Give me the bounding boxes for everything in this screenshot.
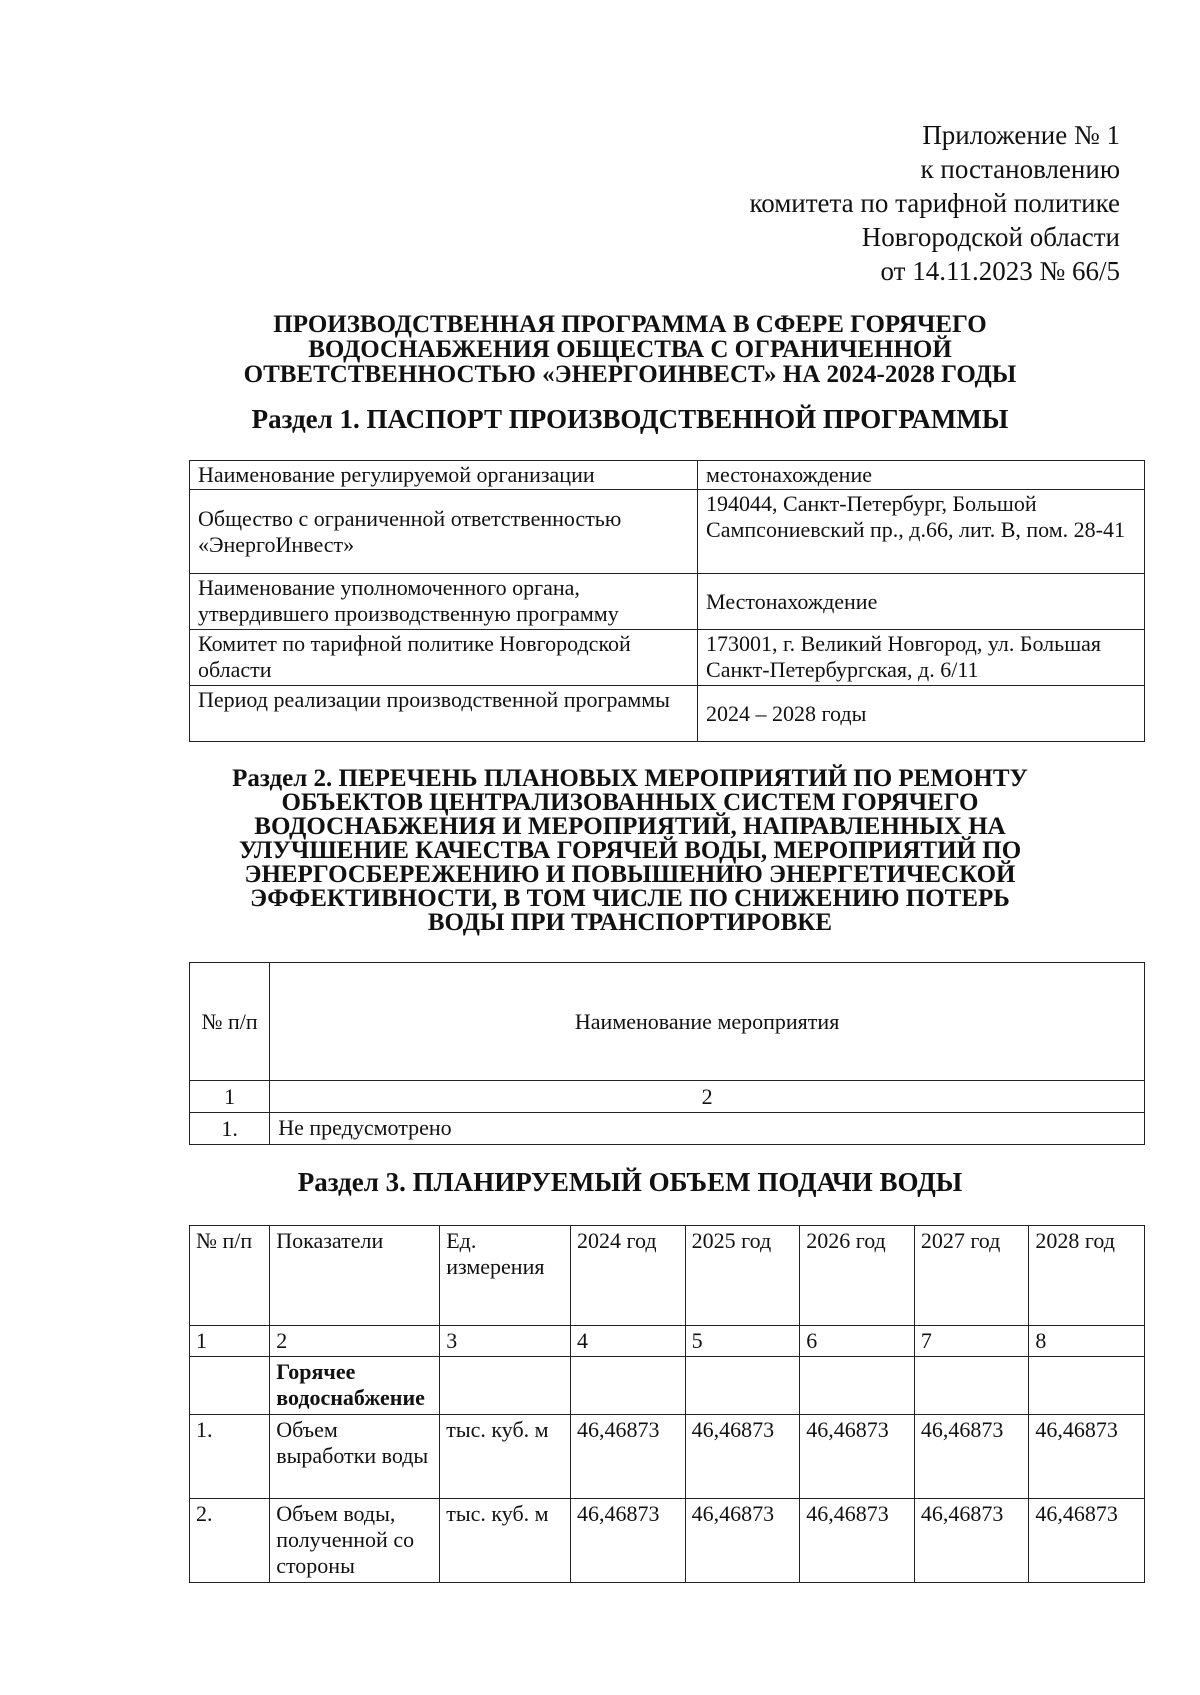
table-row: [190, 1415, 1145, 1499]
heading-line: ЭНЕРГОСБЕРЕЖЕНИЮ И ПОВЫШЕНИЮ ЭНЕРГЕТИЧЕСКОЙ: [244, 861, 1016, 888]
section3-heading: Раздел 3. ПЛАНИРУЕМЫЙ ОБЪЕМ ПОДАЧИ ВОДЫ: [297, 1167, 963, 1197]
index-cell: 1: [190, 1326, 270, 1357]
table-cell: 2024 – 2028 годы: [698, 686, 1145, 742]
table-index-row: [190, 1081, 1145, 1113]
column-header: Ед. измерения: [440, 1226, 571, 1326]
index-cell: 6: [800, 1326, 915, 1357]
table-cell: Не предусмотрено: [270, 1113, 1145, 1145]
appendix-line: Новгородской области: [861, 222, 1120, 252]
table-cell: [685, 1357, 800, 1415]
table-cell: Местонахождение: [698, 574, 1145, 630]
value-cell: 46,46873: [685, 1499, 800, 1583]
column-header: 2025 год: [685, 1226, 800, 1326]
title-line: ОТВЕТСТВЕННОСТЬЮ «ЭНЕРГОИНВЕСТ» НА 2024-2028 ГОДЫ: [243, 361, 1017, 388]
index-cell: 5: [685, 1326, 800, 1357]
table-cell: Период реализации производственной программы: [190, 686, 698, 742]
table-cell: [800, 1357, 915, 1415]
column-header: 2024 год: [571, 1226, 686, 1326]
table-row: [190, 1113, 1145, 1145]
appendix-line: к постановлению: [920, 154, 1120, 184]
index-cell: 4: [571, 1326, 686, 1357]
row-indicator: Объем выработки воды: [270, 1415, 440, 1499]
row-unit: тыс. куб. м: [440, 1499, 571, 1583]
column-header: 2028 год: [1029, 1226, 1145, 1326]
title-line: ВОДОСНАБЖЕНИЯ ОБЩЕСТВА С ОГРАНИЧЕННОЙ: [308, 336, 952, 363]
table-cell: 1.: [190, 1113, 270, 1145]
table-row: [190, 686, 1145, 742]
table-header-row: [190, 1226, 1145, 1326]
value-cell: 46,46873: [685, 1415, 800, 1499]
index-cell: 7: [914, 1326, 1029, 1357]
passport-table: [189, 460, 1145, 742]
table-cell: [571, 1357, 686, 1415]
water-volume-table: [189, 1225, 1145, 1583]
index-cell: 8: [1029, 1326, 1145, 1357]
column-header: № п/п: [190, 1226, 270, 1326]
value-cell: 46,46873: [571, 1415, 686, 1499]
table-cell: местонахождение: [698, 461, 1145, 490]
appendix-block: [520, 118, 1120, 288]
table-cell: Наименование регулируемой организации: [190, 461, 698, 490]
table-cell: Общество с ограниченной ответственностью «ЭнергоИнвест»: [190, 490, 698, 574]
heading-line: Раздел 2. ПЕРЕЧЕНЬ ПЛАНОВЫХ МЕРОПРИЯТИЙ ПО РЕМОНТУ: [232, 765, 1028, 792]
title-line: ПРОИЗВОДСТВЕННАЯ ПРОГРАММА В СФЕРЕ ГОРЯЧЕГО: [273, 311, 987, 338]
heading-line: ВОДЫ ПРИ ТРАНСПОРТИРОВКЕ: [427, 909, 833, 936]
table-row: [190, 1499, 1145, 1583]
index-cell: 2: [270, 1081, 1145, 1113]
table-cell: [190, 1357, 270, 1415]
heading-line: ОБЪЕКТОВ ЦЕНТРАЛИЗОВАННЫХ СИСТЕМ ГОРЯЧЕГО: [281, 789, 979, 816]
column-header: 2027 год: [914, 1226, 1029, 1326]
table-group-row: [190, 1357, 1145, 1415]
row-number: 1.: [190, 1415, 270, 1499]
table-index-row: [190, 1326, 1145, 1357]
appendix-line: комитета по тарифной политике: [749, 188, 1120, 218]
value-cell: 46,46873: [914, 1499, 1029, 1583]
value-cell: 46,46873: [914, 1415, 1029, 1499]
heading-line: ЭФФЕКТИВНОСТИ, В ТОМ ЧИСЛЕ ПО СНИЖЕНИЮ ПОТЕРЬ: [250, 885, 1010, 912]
index-cell: 3: [440, 1326, 571, 1357]
column-header: № п/п: [190, 963, 270, 1081]
table-row: [190, 574, 1145, 630]
group-label: Горячее водоснабжение: [270, 1357, 440, 1415]
section1-heading: Раздел 1. ПАСПОРТ ПРОИЗВОДСТВЕННОЙ ПРОГРАММЫ: [251, 404, 1009, 434]
table-row: [190, 630, 1145, 686]
column-header: Показатели: [270, 1226, 440, 1326]
row-unit: тыс. куб. м: [440, 1415, 571, 1499]
table-cell: 194044, Санкт-Петербург, Большой Сампсониевский пр., д.66, лит. В, пом. 28-41: [698, 490, 1145, 574]
value-cell: 46,46873: [800, 1499, 915, 1583]
row-number: 2.: [190, 1499, 270, 1583]
table-header-row: [190, 963, 1145, 1081]
value-cell: 46,46873: [1029, 1499, 1145, 1583]
table-cell: [440, 1357, 571, 1415]
value-cell: 46,46873: [571, 1499, 686, 1583]
document-title: [190, 312, 1070, 387]
column-header: 2026 год: [800, 1226, 915, 1326]
table-row: [190, 461, 1145, 490]
index-cell: 2: [270, 1326, 440, 1357]
table-cell: 173001, г. Великий Новгород, ул. Большая Санкт-Петербургская, д. 6/11: [698, 630, 1145, 686]
table-cell: Комитет по тарифной политике Новгородской области: [190, 630, 698, 686]
column-header: Наименование мероприятия: [270, 963, 1145, 1081]
table-cell: Наименование уполномоченного органа, утвердившего производственную программу: [190, 574, 698, 630]
section2-heading: [200, 767, 1060, 935]
heading-line: УЛУЧШЕНИЕ КАЧЕСТВА ГОРЯЧЕЙ ВОДЫ, МЕРОПРИЯТИЙ ПО: [238, 837, 1022, 864]
appendix-date: от 14.11.2023 № 66/5: [880, 256, 1120, 286]
table-row: [190, 490, 1145, 574]
value-cell: 46,46873: [800, 1415, 915, 1499]
value-cell: 46,46873: [1029, 1415, 1145, 1499]
appendix-line: Приложение № 1: [922, 120, 1120, 150]
heading-line: ВОДОСНАБЖЕНИЯ И МЕРОПРИЯТИЙ, НАПРАВЛЕННЫХ НА: [254, 813, 1006, 840]
table-cell: [1029, 1357, 1145, 1415]
measures-table: [189, 962, 1145, 1145]
row-indicator: Объем воды, полученной со стороны: [270, 1499, 440, 1583]
index-cell: 1: [190, 1081, 270, 1113]
table-cell: [914, 1357, 1029, 1415]
